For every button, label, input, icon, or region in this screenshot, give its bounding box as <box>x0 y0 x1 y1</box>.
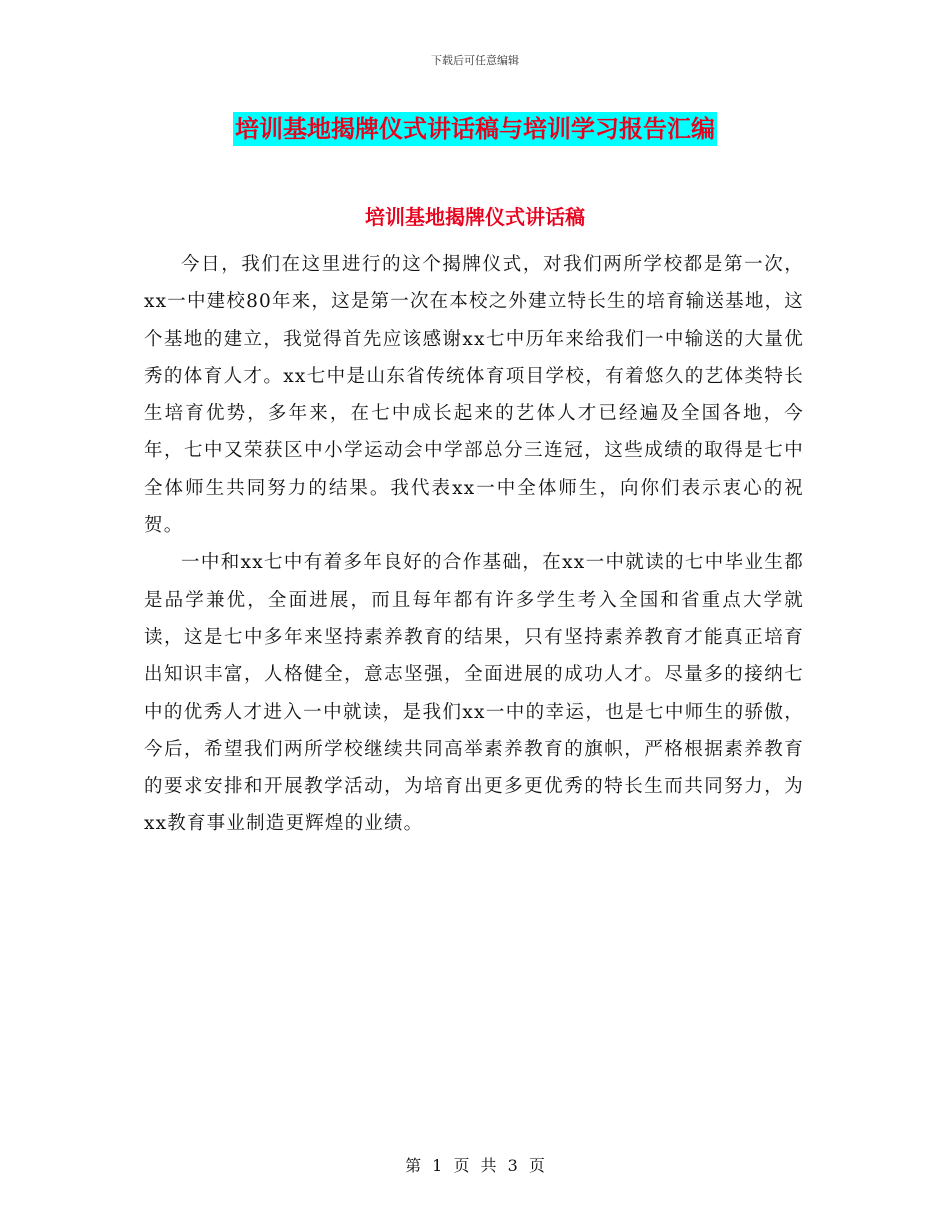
main-title: 培训基地揭牌仪式讲话稿与培训学习报告汇编 <box>233 112 717 146</box>
section-title: 培训基地揭牌仪式讲话稿 <box>365 205 585 229</box>
body-text <box>144 246 804 843</box>
paragraph-1: 今日，我们在这里进行的这个揭牌仪式，对我们两所学校都是第一次，xx一中建校80年来，这是第一次在本校之外建立特长生的培育输送基地，这个基地的建立，我觉得首先应该感谢xx七中历年来给我们一中输送的大量优秀的体育人才。xx七中是山东省传统体育项目学校，有着悠久的艺体类特长生培育优势，多年来，在七中成长起来的艺体人才已经遍及全国各地，今年，七中又荣获区中小学运动会中学部总分三连冠，这些成绩的取得是七中全体师生共同努力的结果。我代表xx一中全体师生，向你们表示衷心的祝贺。 <box>144 254 804 537</box>
page-footer: 第 1 页 共 3 页 <box>405 1156 545 1175</box>
paragraph-2: 一中和xx七中有着多年良好的合作基础，在xx一中就读的七中毕业生都是品学兼优，全面进展，而且每年都有许多学生考入全国和省重点大学就读，这是七中多年来坚持素养教育的结果，只有坚持素养教育才能真正培育出知识丰富，人格健全，意志坚强，全面进展的成功人才。尽量多的接纳七中的优秀人才进入一中就读，是我们xx一中的幸运，也是七中师生的骄傲，今后，希望我们两所学校继续共同高举素养教育的旗帜，严格根据素养教育的要求安排和开展教学活动，为培育出更多更优秀的特长生而共同努力，为xx教育事业制造更辉煌的业绩。 <box>144 552 804 835</box>
header-note: 下载后可任意编辑 <box>431 54 519 67</box>
main-title-wrap <box>0 112 950 146</box>
